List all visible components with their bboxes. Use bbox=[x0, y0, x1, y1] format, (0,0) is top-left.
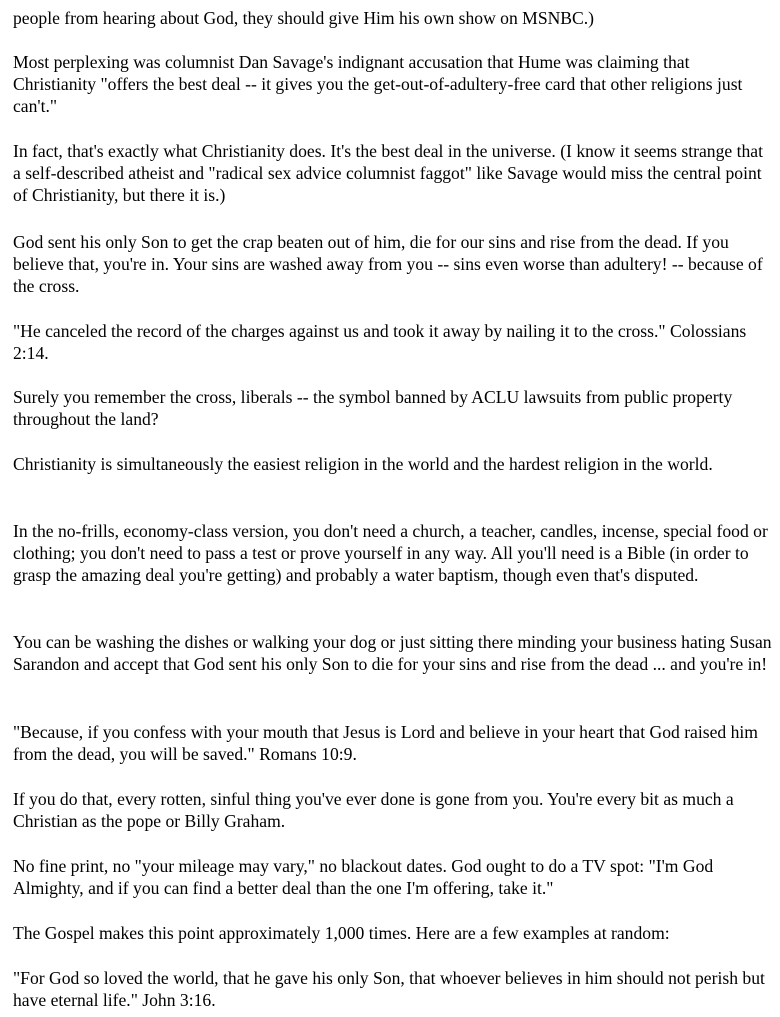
paragraph-rotten-sinful: If you do that, every rotten, sinful thing you've ever done is gone from you. You're every bit as much a Christian as the pope or Billy Graham. bbox=[13, 789, 734, 831]
paragraph-gospel-examples: The Gospel makes this point approximately 1,000 times. Here are a few examples at random: bbox=[13, 923, 670, 943]
paragraph-no-frills-version: In the no-frills, economy-class version, you don't need a church, a teacher, candles, incense, special food or clothing; you don't need to pass a test or prove yourself in any way. All you'll need is a Bible (in order to grasp the amazing deal you're getting) and probably a water baptism, though even that's disputed. bbox=[13, 521, 768, 585]
paragraph-john-quote: "For God so loved the world, that he gave his only Son, that whoever believes in him should not perish but have eternal life." John 3:16. bbox=[13, 968, 765, 1010]
paragraph-god-sent-son: God sent his only Son to get the crap beaten out of him, die for our sins and rise from the dead. If you believe that, you're in. Your sins are washed away from you -- sins even worse than adultery! -- because of the cross. bbox=[13, 232, 763, 296]
paragraph-best-deal: In fact, that's exactly what Christianity does. It's the best deal in the universe. (I know it seems strange that a self-described atheist and "radical sex advice columnist faggot" like Savage would miss the central point of Christianity, but there it is.) bbox=[13, 141, 763, 205]
paragraph-washing-dishes: You can be washing the dishes or walking your dog or just sitting there minding your business hating Susan Sarandon and accept that God sent his only Son to die for your sins and rise from the dead ... and you're in! bbox=[13, 632, 772, 674]
paragraph-dan-savage-accusation: Most perplexing was columnist Dan Savage's indignant accusation that Hume was claiming that Christianity "offers the best deal -- it gives you the get-out-of-adultery-free card that other religions just can't." bbox=[13, 52, 743, 116]
paragraph-romans-quote: "Because, if you confess with your mouth that Jesus is Lord and believe in your heart that God raised him from the dead, you will be saved." Romans 10:9. bbox=[13, 722, 758, 764]
paragraph-easiest-hardest: Christianity is simultaneously the easiest religion in the world and the hardest religion in the world. bbox=[13, 454, 713, 474]
paragraph-msnbc-ending: people from hearing about God, they should give Him his own show on MSNBC.) bbox=[13, 8, 595, 28]
paragraph-colossians-quote: "He canceled the record of the charges against us and took it away by nailing it to the cross." Colossians 2:14. bbox=[13, 321, 747, 363]
paragraph-remember-cross: Surely you remember the cross, liberals -- the symbol banned by ACLU lawsuits from public property throughout the land? bbox=[13, 387, 733, 429]
paragraph-no-fine-print: No fine print, no "your mileage may vary," no blackout dates. God ought to do a TV spot: "I'm God Almighty, and if you can find a better deal than the one I'm offering, take it." bbox=[13, 856, 714, 898]
